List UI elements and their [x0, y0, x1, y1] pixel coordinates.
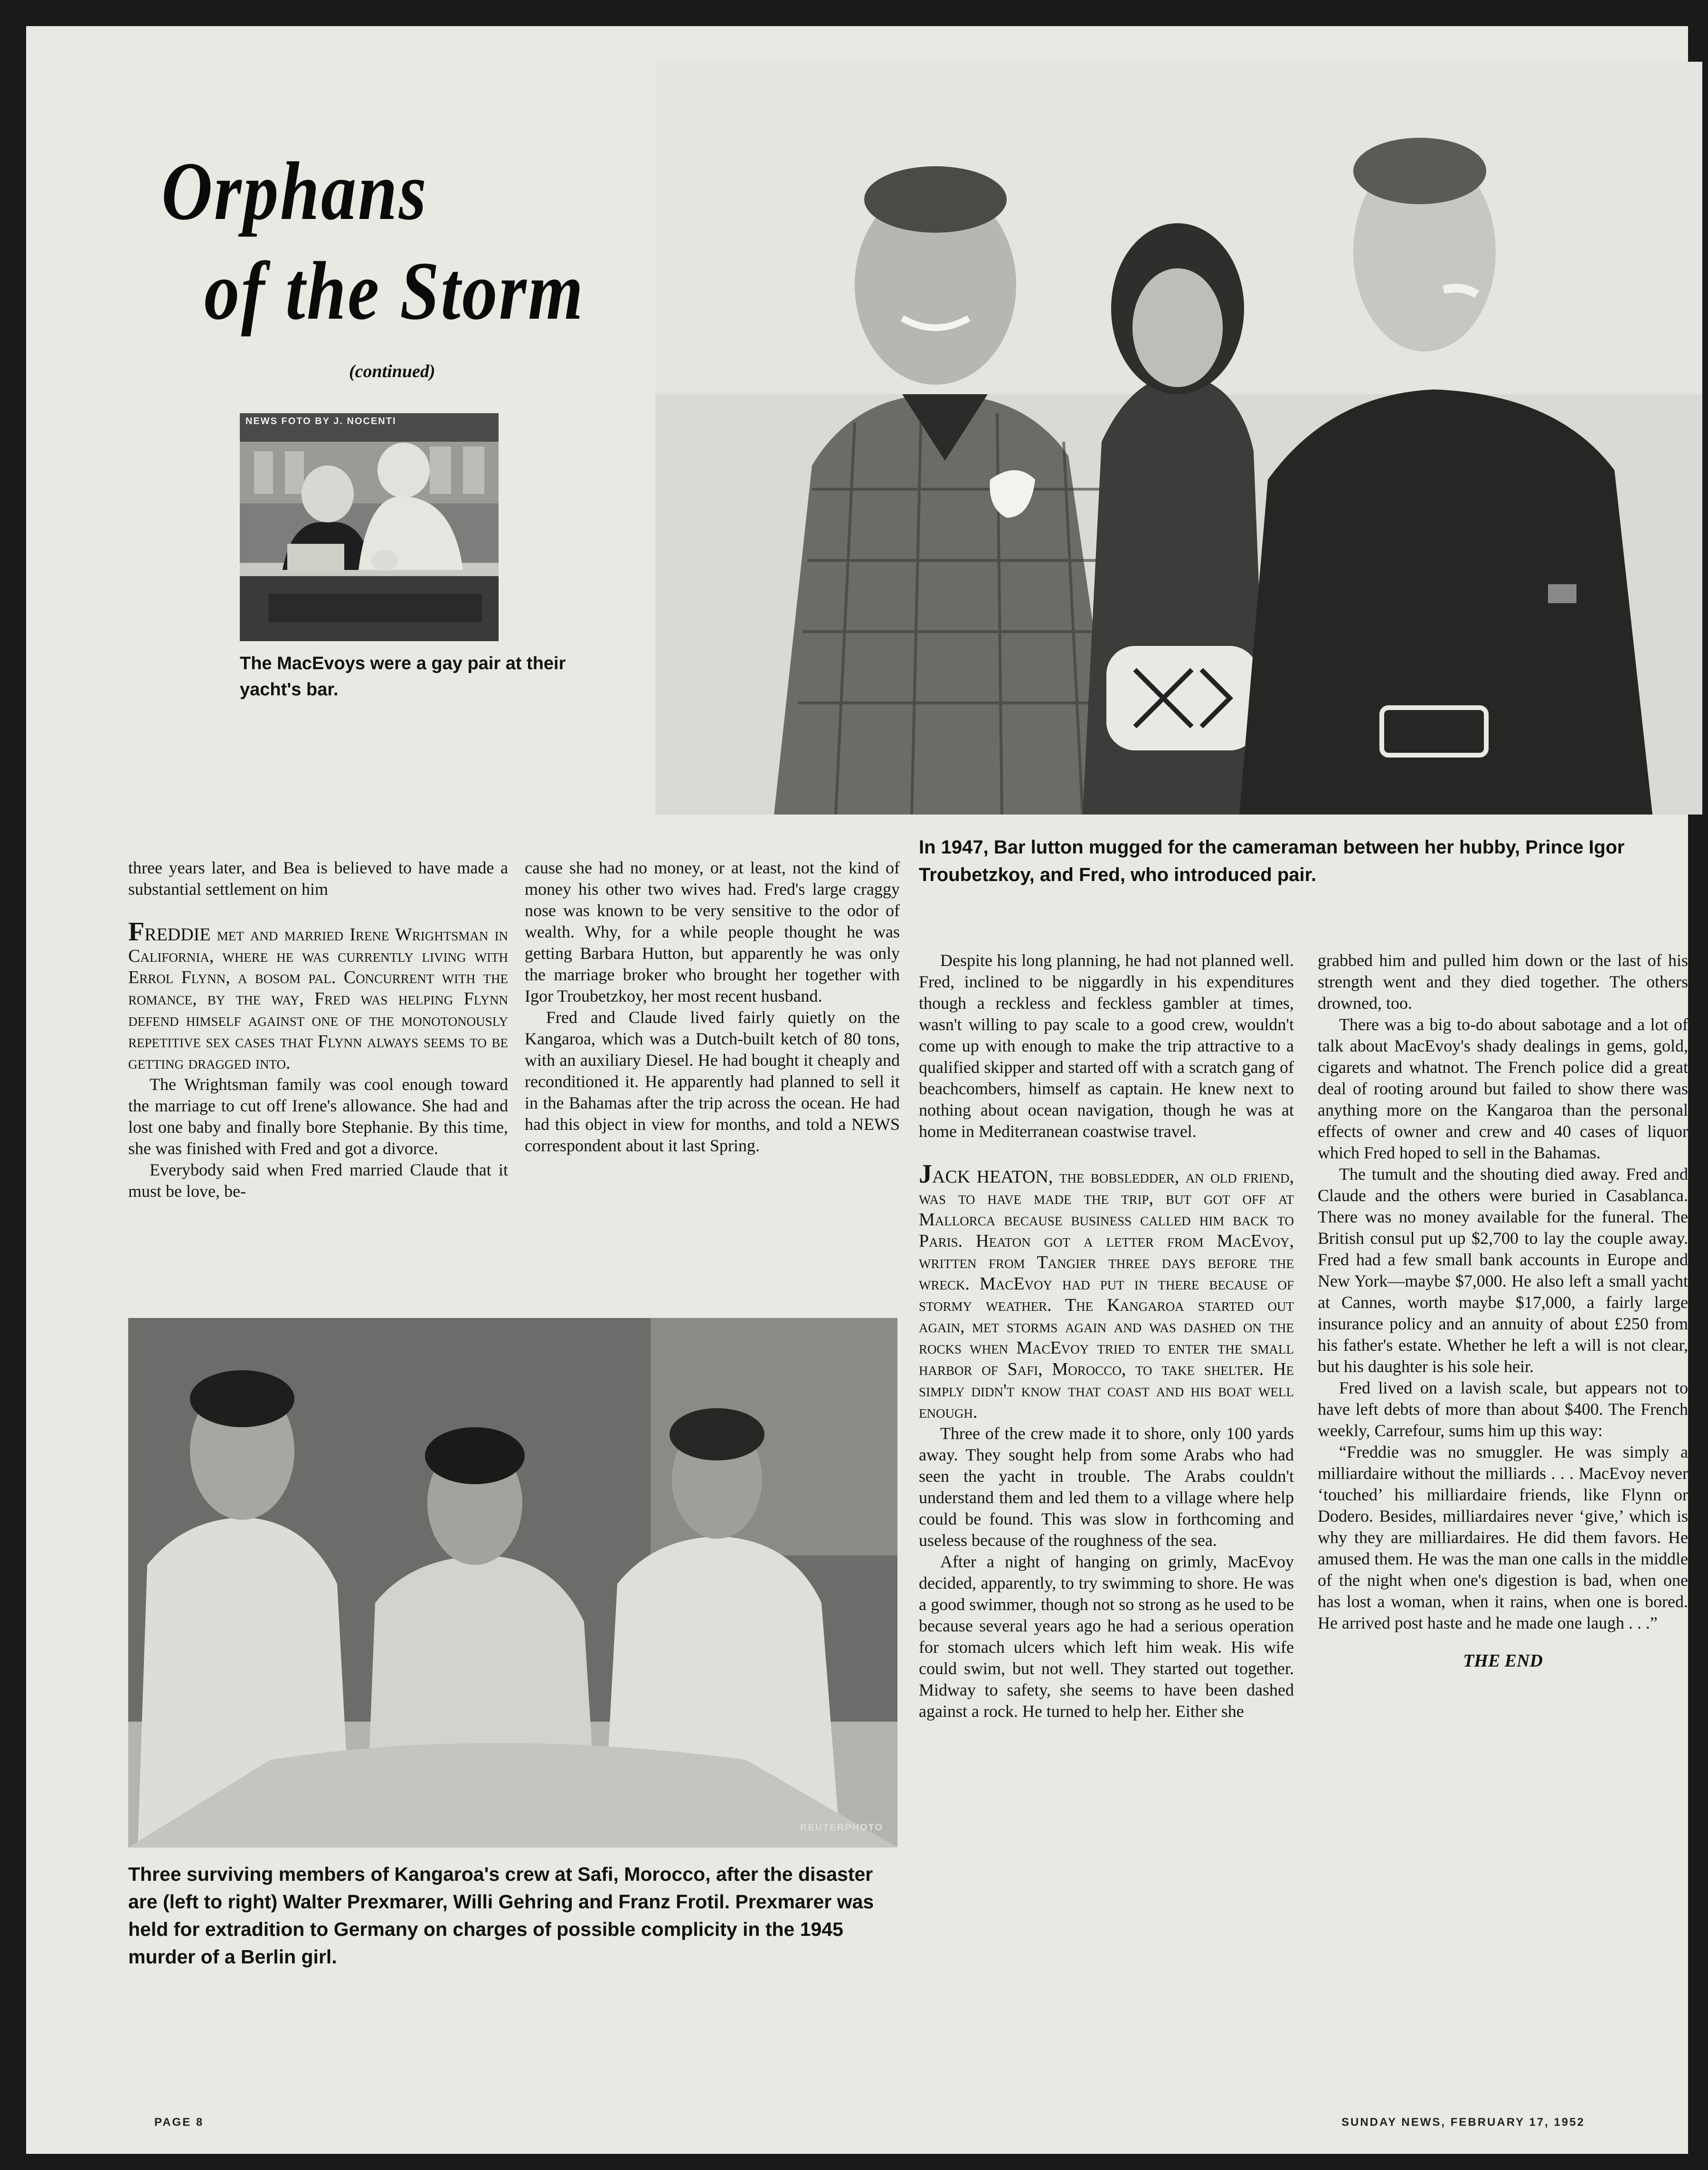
photo-yacht-bar-image — [240, 413, 499, 641]
publication-date: SUNDAY NEWS, FEBRUARY 17, 1952 — [1341, 2116, 1585, 2129]
photo-yacht-bar — [240, 413, 499, 641]
article-paragraph: “Freddie was no smuggler. He was simply a milliardaire without the milliards . . . MacEvoy never ‘touched’ his milliardaire friends, like Flynn or Dodero. Besides, milliardaires never ‘give,’ which is why they are milliardaires. He did them favors. He amused them. He was the man one calls in the middle of the night when one's digestion is bad, when one has lost a woman, when it rains, when one is bored. He arrived post haste and he made one laugh . . .” — [1318, 1442, 1688, 1632]
article-paragraph: The tumult and the shouting died away. Fred and Claude and the others were buried in Casablanca. There was no money available for the funeral. The British consul put up $2,700 to lay the couple away. Fred had a few small bank accounts in Europe and New York—maybe $7,000. He also left a small yacht at Cannes, worth maybe $17,000, a fairly large insurance policy and an annuity of about £250 from his father's estate. Whether he left a will is not clear, but his daughter is his sole heir. — [1318, 1165, 1688, 1376]
article-paragraph: After a night of hanging on grimly, MacEvoy decided, apparently, to try swimming to shore. He was a good swimmer, though not so strong as he used to be because several years ago he had a serious operation for stomach ulcers which left him weak. His wife could swim, but not well. They started out together. Midway to safety, she seems to have been dashed against a rock. He turned to help her. Either she — [919, 1552, 1294, 1721]
photo-credit-crew: REUTERPHOTO — [800, 1822, 883, 1833]
article-paragraph: grabbed him and pulled him down or the last of his strength went and they died together. The others drowned, too. — [1318, 951, 1688, 1013]
article-paragraph: There was a big to-do about sabotage and a lot of talk about MacEvoy's shady dealings in gems, gold, cigarets and whatnot. The French police did a great deal of rooting around but failed to show there was anything more on the Kangaroa than the personal effects of owner and crew and 40 cases of liquor which Fred hoped to sell in the Bahamas. — [1318, 1015, 1688, 1162]
photo-hutton-troubetzkoy — [655, 62, 1702, 815]
drop-cap: J — [919, 1159, 932, 1189]
photo-kangaroa-crew-image — [128, 1318, 897, 1848]
photo-credit-bar: NEWS FOTO BY J. NOCENTI — [245, 416, 396, 426]
photo-hutton-troubetzkoy-image — [655, 62, 1702, 815]
article-paragraph: Fred lived on a lavish scale, but appears not to have left debts of more than about $400. The French weekly, Carrefour, sums him up this way: — [1318, 1378, 1688, 1440]
article-paragraph: Everybody said when Fred married Claude that it must be love, be- — [128, 1160, 508, 1201]
headline-line-1: Orphans — [161, 145, 428, 237]
article-paragraph: Fred and Claude lived fairly quietly on the Kangaroa, which was a Dutch-built ketch of 80 tons, with an auxiliary Diesel. He had bought it cheaply and reconditioned it. He apparently had planned to sell it in the Bahamas after the trip across the ocean. He had had this object in view for months, and told a NEWS correspondent about it last Spring. — [525, 1008, 900, 1155]
page-number: PAGE 8 — [154, 2116, 204, 2129]
the-end-label: THE END — [1463, 1651, 1543, 1671]
headline-line-2: of the Storm — [204, 245, 585, 337]
article-paragraph — [128, 917, 508, 1074]
paragraph-text: REDDIE met and married Irene Wrightsman in California, where he was currently living with Errol Flynn, a bosom pal. Concurrent with the romance, by the way, Fred was helping Flynn defend himself against one of the monotonously repetitive sex cases that Flynn always seems to be getting dragged into. — [128, 925, 508, 1073]
article-column-1 — [128, 857, 508, 1202]
caption-yacht-bar: The MacEvoys were a gay pair at their yacht's bar. — [240, 654, 566, 700]
newspaper-page — [26, 26, 1688, 2154]
caption-hutton-troubetzkoy: In 1947, Bar lutton mugged for the cameraman between her hubby, Prince Igor Troubetzkoy, and Fred, who introduced pair. — [919, 837, 1625, 885]
caption-kangaroa-crew: Three surviving members of Kangaroa's crew at Safi, Morocco, after the disaster are (left to right) Walter Prexmarer, Willi Gehring and Franz Frotil. Prexmarer was held for extradition to Germany on charges of possible complicity in the 1945 murder of a Berlin girl. — [128, 1863, 874, 1968]
article-paragraph: Despite his long planning, he had not planned well. Fred, inclined to be niggardly in his expenditures though a reckless and feckless gambler at times, wasn't willing to pay scale to a good crew, wouldn't come up with enough to make the trip attractive to a qualified skipper and started off with a scratch gang of beachcombers, himself as captain. He knew next to nothing about ocean navigation, though he was at home in Mediterranean coastwise travel. — [919, 951, 1294, 1141]
article-column-3 — [919, 950, 1294, 1722]
article-paragraph: Three of the crew made it to shore, only 100 yards away. They sought help from some Arabs who had seen the yacht in trouble. The Arabs couldn't understand them and led them to a village where help could be found. This was slow in forthcoming and useless because of the roughness of the sea. — [919, 1424, 1294, 1550]
article-paragraph: The Wrightsman family was cool enough toward the marriage to cut off Irene's allowance. She had and lost one baby and finally bore Stephanie. By this time, she was finished with Fred and got a divorce. — [128, 1075, 508, 1158]
article-paragraph: cause she had no money, or at least, not the kind of money his other two wives had. Fred's large craggy nose was known to be very sensitive to the odor of wealth. Why, for a while people thought he was getting Barbara Hutton, but apparently he was only the marriage broker who brought her together with Igor Troubetzkoy, her most recent husband. — [525, 858, 900, 1005]
article-column-4 — [1318, 950, 1688, 1672]
drop-cap: F — [128, 917, 145, 947]
article-paragraph — [919, 1159, 1294, 1423]
article-paragraph: three years later, and Bea is believed to have made a substantial settlement on him — [128, 858, 508, 899]
photo-kangaroa-crew — [128, 1318, 897, 1848]
paragraph-text: ACK HEATON, the bobsledder, an old friend, was to have made the trip, but got off at Mallorca because business called him back to Paris. Heaton got a letter from MacEvoy, written from Tangier three days before the wreck. MacEvoy had put in there because of stormy weather. The Kangaroa started out again, met storms again and was dashed on the rocks when MacEvoy tried to enter the small harbor of Safi, Morocco, to take shelter. He simply didn't know that coast and his boat well enough. — [919, 1167, 1294, 1422]
article-column-2 — [525, 857, 900, 1156]
continued-label: (continued) — [349, 361, 435, 381]
